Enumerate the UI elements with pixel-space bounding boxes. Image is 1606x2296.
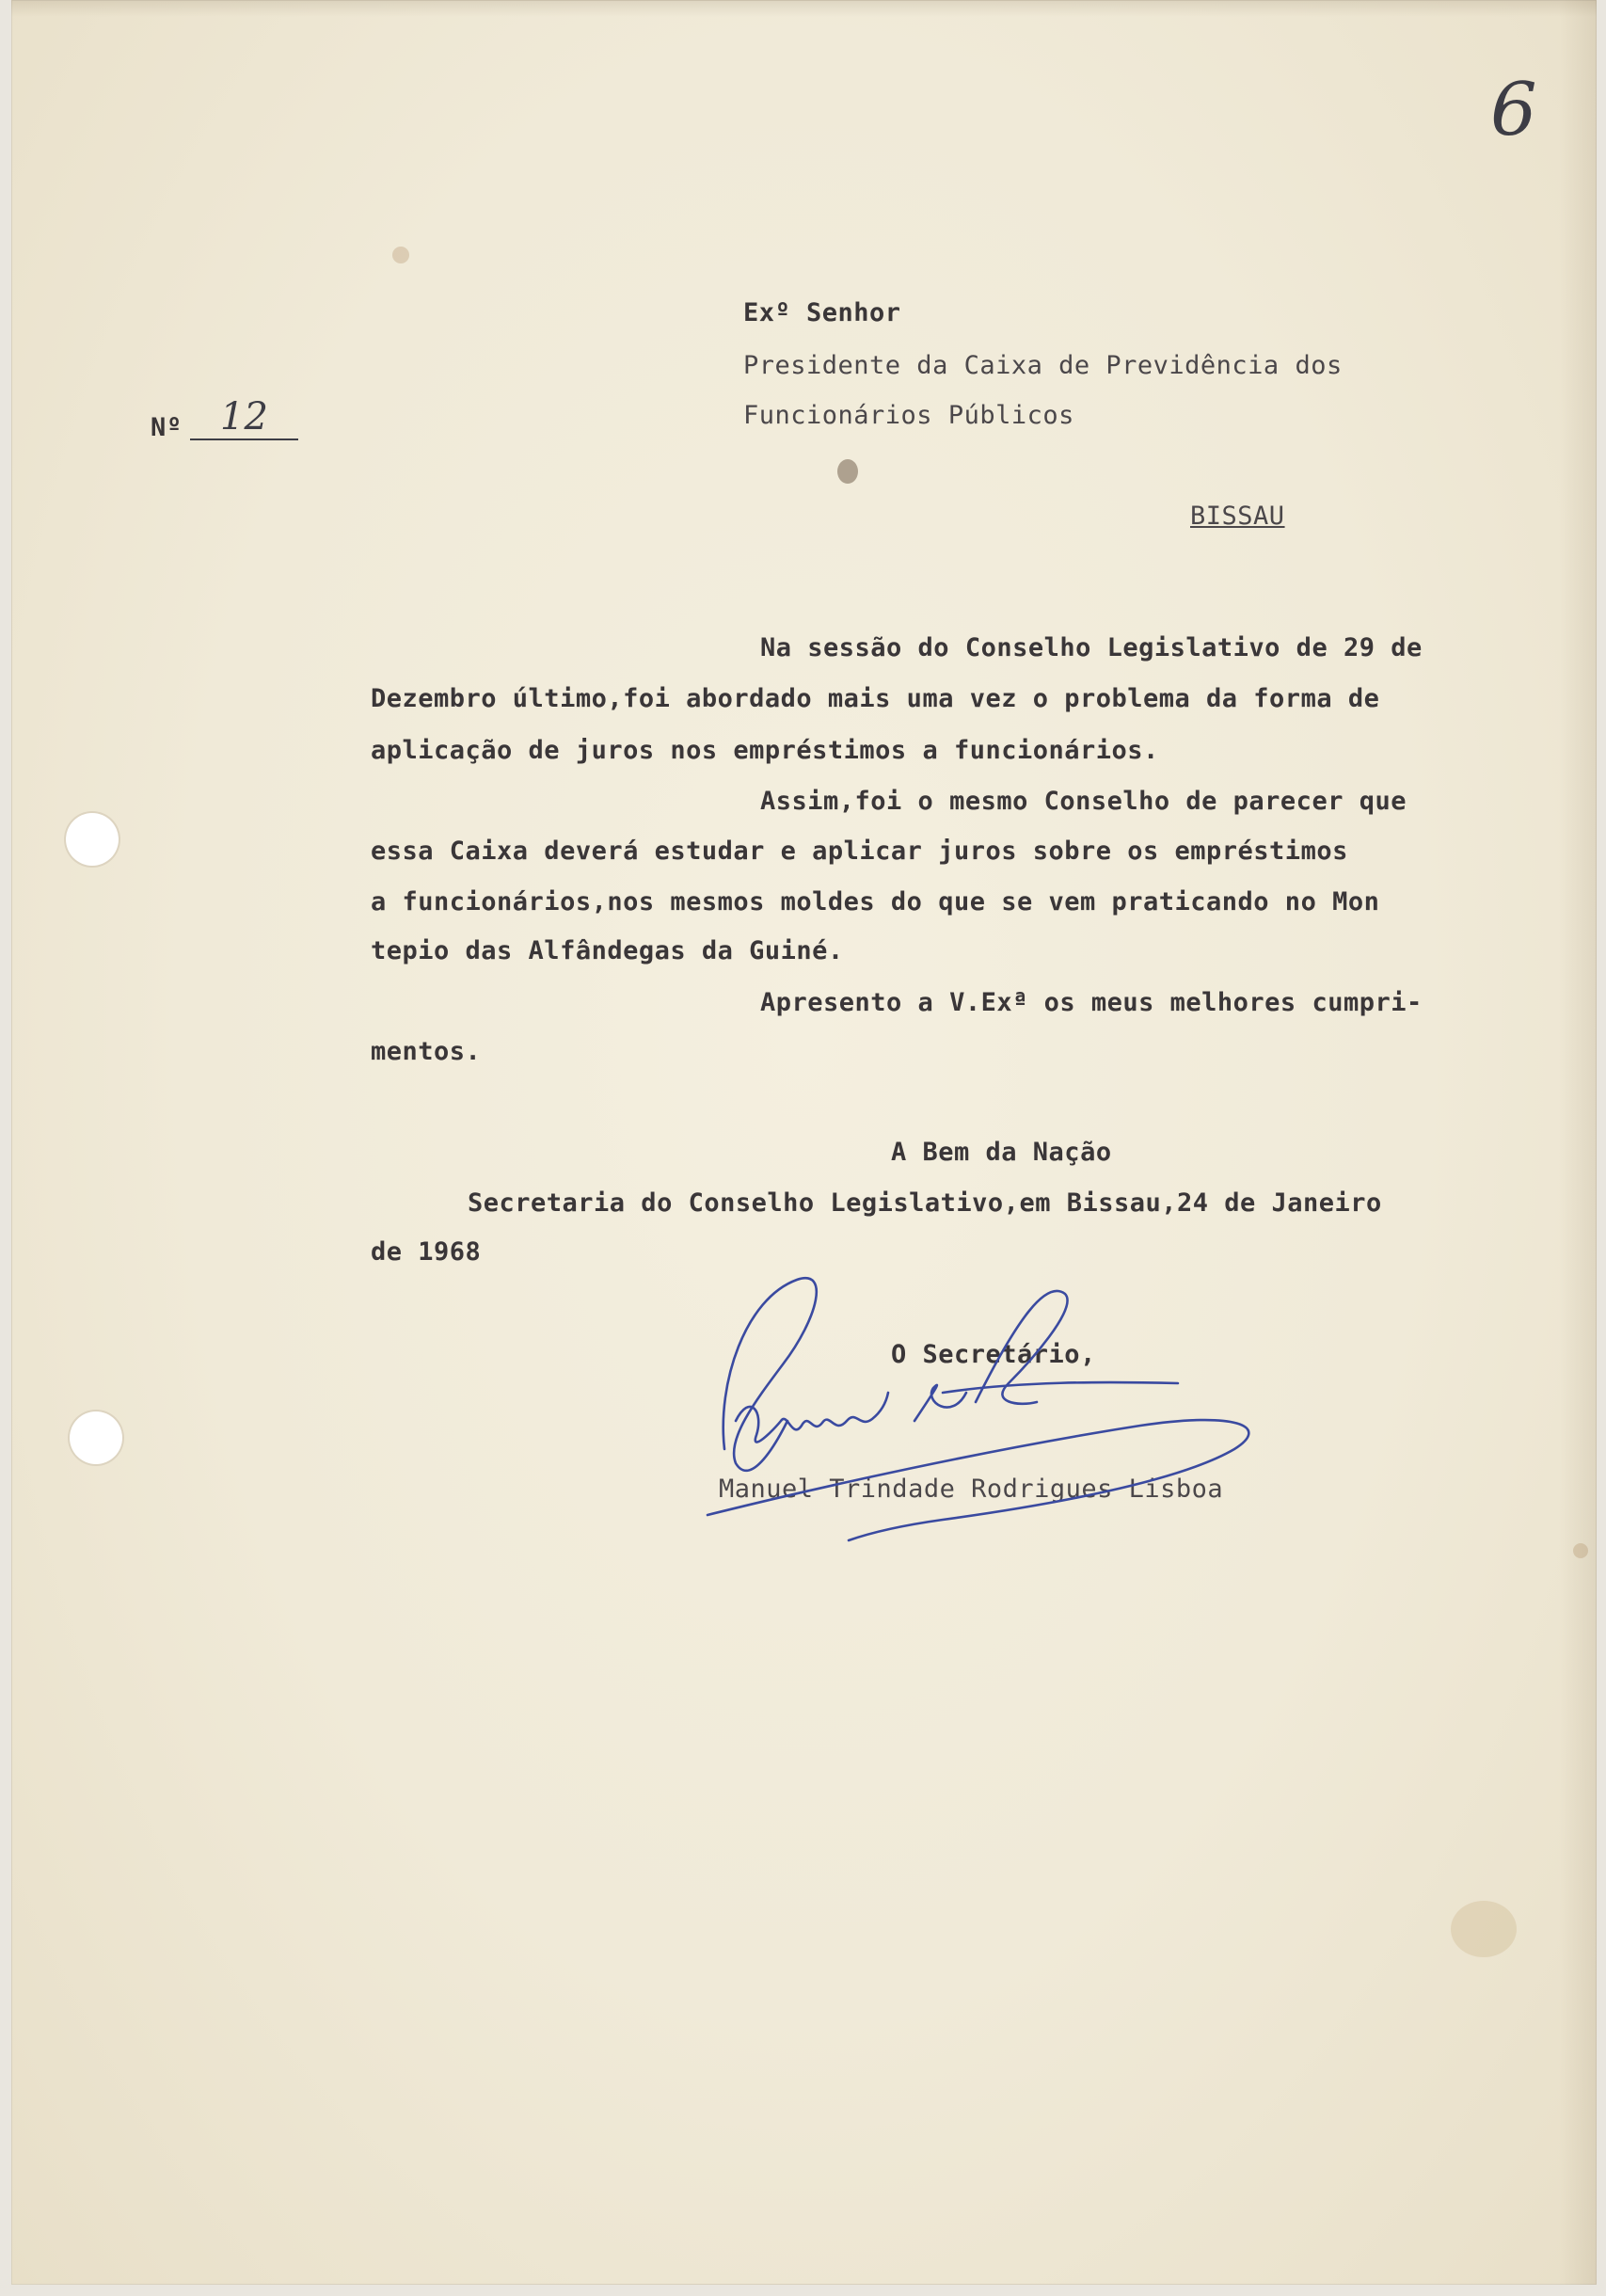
page-edge-shadow (1559, 0, 1597, 2285)
paper-stain (837, 459, 858, 484)
addressee-line-2: Funcionários Públicos (743, 401, 1074, 430)
page-number: 6 (1490, 68, 1537, 152)
place-date-line-1: Secretaria do Conselho Legislativo,em Bissau,24 de Janeiro (468, 1188, 1382, 1218)
body-line: a funcionários,nos mesmos moldes do que se vem praticando no Mon (371, 887, 1380, 917)
place-date-line-2: de 1968 (371, 1237, 482, 1267)
addressee-line-1: Presidente da Caixa de Previdência dos (743, 351, 1343, 380)
page-top-shadow (11, 0, 1597, 17)
body-line: essa Caixa deverá estudar e aplicar juros sobre os empréstimos (371, 837, 1348, 866)
body-line: Apresento a V.Exª os meus melhores cumpri- (760, 988, 1423, 1017)
body-line: Assim,foi o mesmo Conselho de parecer que (760, 787, 1407, 816)
handwritten-signature (708, 1261, 1460, 1562)
letter-page (11, 0, 1597, 2285)
reference-label: Nº (151, 413, 183, 442)
punch-hole-bottom (70, 1411, 122, 1464)
body-line: Dezembro último,foi abordado mais uma vez o problema da forma de (371, 684, 1380, 713)
addressee-city: BISSAU (1190, 502, 1285, 531)
signatory-title: O Secretário, (891, 1340, 1096, 1369)
signatory-name: Manuel Trindade Rodrigues Lisboa (719, 1475, 1224, 1504)
reference-number: 12 (190, 395, 298, 440)
paper-stain (392, 247, 409, 263)
paper-stain (1573, 1543, 1588, 1558)
addressee-salutation: Exº Senhor (743, 298, 901, 327)
punch-hole-top (66, 813, 119, 866)
closing-formula: A Bem da Nação (891, 1138, 1112, 1167)
body-line: aplicação de juros nos empréstimos a funcionários. (371, 736, 1159, 765)
body-line: tepio das Alfândegas da Guiné. (371, 936, 844, 965)
body-line: mentos. (371, 1037, 482, 1066)
body-line: Na sessão do Conselho Legislativo de 29 de (760, 633, 1423, 662)
paper-stain (1451, 1901, 1517, 1957)
